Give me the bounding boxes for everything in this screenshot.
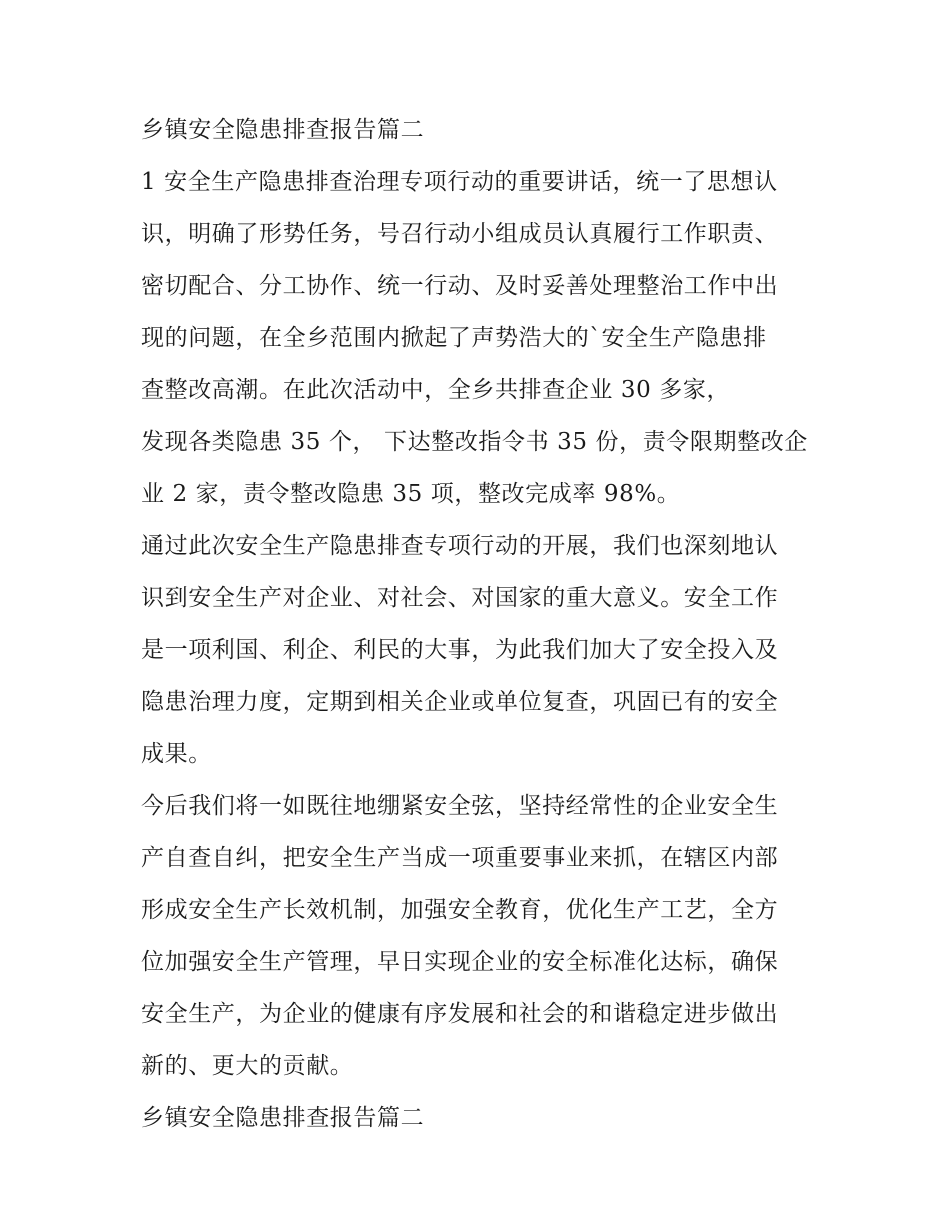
paragraph-line: 是一项利国、利企、利民的大事，为此我们加大了安全投入及 — [141, 637, 779, 663]
paragraph-line: 密切配合、分工协作、统一行动、及时妥善处理整治工作中出 — [141, 273, 779, 299]
paragraph-line: 业 2 家，责令整改隐患 35 项，整改完成率 98%。 — [141, 481, 681, 507]
paragraph-line: 安全生产，为企业的健康有序发展和社会的和谐稳定进步做出 — [141, 1001, 779, 1027]
document-heading-repeat: 乡镇安全隐患排查报告篇二 — [141, 1105, 425, 1131]
paragraph-line: 现的问题，在全乡范围内掀起了声势浩大的`安全生产隐患排 — [141, 325, 767, 351]
paragraph-line: 产自查自纠，把安全生产当成一项重要事业来抓，在辖区内部 — [141, 845, 779, 871]
paragraph-line: 1 安全生产隐患排查治理专项行动的重要讲话，统一了思想认 — [141, 169, 778, 195]
paragraph-line: 位加强安全生产管理，早日实现企业的安全标准化达标，确保 — [141, 949, 779, 975]
document-body — [141, 104, 821, 1144]
paragraph-line: 发现各类隐患 35 个， 下达整改指令书 35 份，责令限期整改企 — [141, 429, 808, 455]
paragraph-line: 形成安全生产长效机制，加强安全教育，优化生产工艺，全方 — [141, 897, 779, 923]
paragraph-line: 隐患治理力度，定期到相关企业或单位复查，巩固已有的安全 — [141, 689, 779, 715]
paragraph-2 — [141, 520, 821, 780]
paragraph-line: 今后我们将一如既往地绷紧安全弦，坚持经常性的企业安全生 — [141, 793, 779, 819]
paragraph-line: 识到安全生产对企业、对社会、对国家的重大意义。安全工作 — [141, 585, 779, 611]
paragraph-3 — [141, 780, 821, 1092]
paragraph-line: 成果。 — [141, 741, 212, 767]
paragraph-line: 识，明确了形势任务，号召行动小组成员认真履行工作职责、 — [141, 221, 779, 247]
paragraph-line: 新的、更大的贡献。 — [141, 1053, 354, 1079]
document-heading: 乡镇安全隐患排查报告篇二 — [141, 117, 425, 143]
paragraph-1 — [141, 156, 821, 520]
paragraph-line: 查整改高潮。在此次活动中，全乡共排查企业 30 多家， — [141, 377, 731, 403]
paragraph-line: 通过此次安全生产隐患排查专项行动的开展，我们也深刻地认 — [141, 533, 779, 559]
